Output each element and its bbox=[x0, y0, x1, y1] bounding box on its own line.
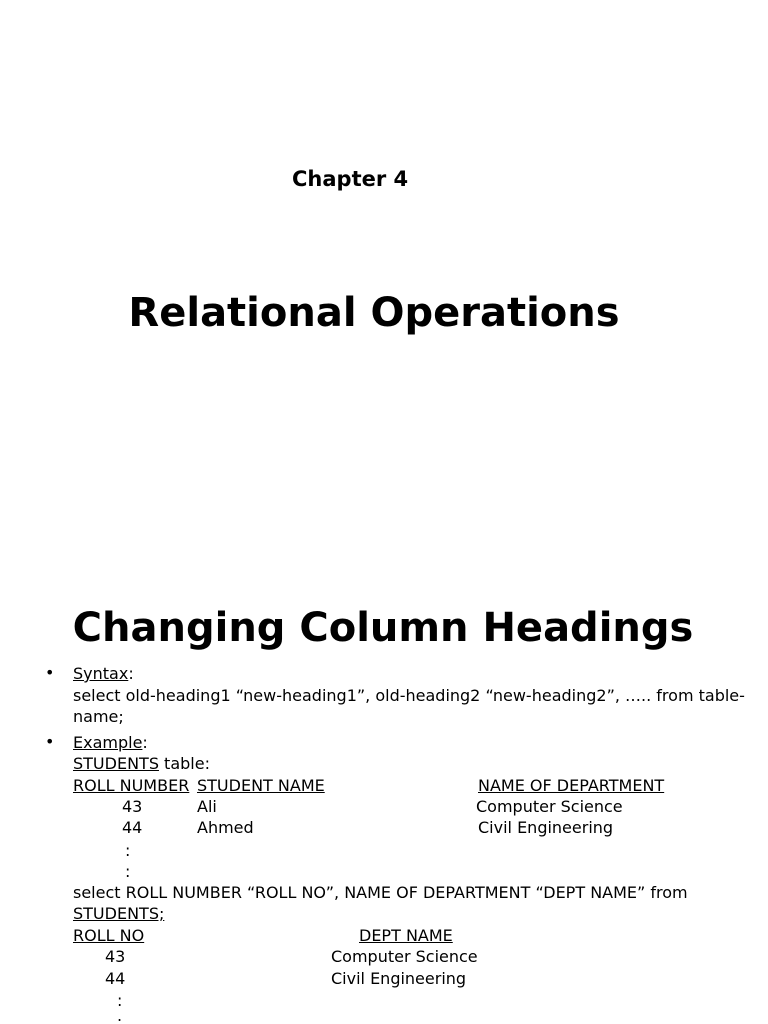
column-header-roll-number: ROLL NUMBER bbox=[73, 776, 190, 795]
result-cell-roll: 44 bbox=[105, 969, 126, 988]
result-cell-dept: Computer Science bbox=[331, 947, 478, 966]
result-cell-roll: 43 bbox=[105, 947, 126, 966]
table-caption bbox=[73, 753, 210, 774]
table-cell-name: Ali bbox=[197, 797, 217, 816]
chapter-label: Chapter 4 bbox=[292, 167, 409, 191]
result-continuation: : bbox=[117, 991, 123, 1010]
syntax-colon: : bbox=[128, 664, 134, 683]
column-header-student-name: STUDENT NAME bbox=[197, 776, 325, 795]
table-cell-department: Civil Engineering bbox=[478, 818, 614, 837]
section-title: Changing Column Headings bbox=[72, 605, 694, 651]
example-label: Example bbox=[73, 733, 143, 752]
table-continuation: : bbox=[125, 841, 131, 860]
result-cell-dept: Civil Engineering bbox=[331, 969, 467, 988]
bullet-marker: • bbox=[45, 663, 55, 682]
table-cell-name: Ahmed bbox=[197, 818, 254, 837]
page-title: Relational Operations bbox=[128, 290, 620, 336]
example-heading bbox=[73, 732, 148, 753]
result-header-dept-name: DEPT NAME bbox=[359, 926, 453, 945]
table-name: STUDENTS bbox=[73, 754, 159, 773]
query-line-2: STUDENTS; bbox=[73, 904, 165, 923]
column-header-department: NAME OF DEPARTMENT bbox=[478, 776, 665, 795]
result-header-roll-no: ROLL NO bbox=[73, 926, 145, 945]
table-cell-department: Computer Science bbox=[476, 797, 623, 816]
table-cell-roll: 44 bbox=[122, 818, 143, 837]
syntax-label: Syntax bbox=[73, 664, 129, 683]
table-cell-roll: 43 bbox=[122, 797, 143, 816]
bullet-marker: • bbox=[45, 732, 55, 751]
table-suffix: table: bbox=[158, 754, 210, 773]
syntax-line-2: name; bbox=[73, 707, 124, 726]
syntax-heading bbox=[73, 663, 134, 684]
syntax-line-1: select old-heading1 “new-heading1”, old-heading2 “new-heading2”, ….. from table- bbox=[73, 686, 745, 705]
table-continuation: : bbox=[125, 862, 131, 881]
example-colon: : bbox=[142, 733, 148, 752]
result-continuation: . bbox=[117, 1006, 123, 1024]
query-line-1: select ROLL NUMBER “ROLL NO”, NAME OF DEPARTMENT “DEPT NAME” from bbox=[73, 883, 688, 902]
